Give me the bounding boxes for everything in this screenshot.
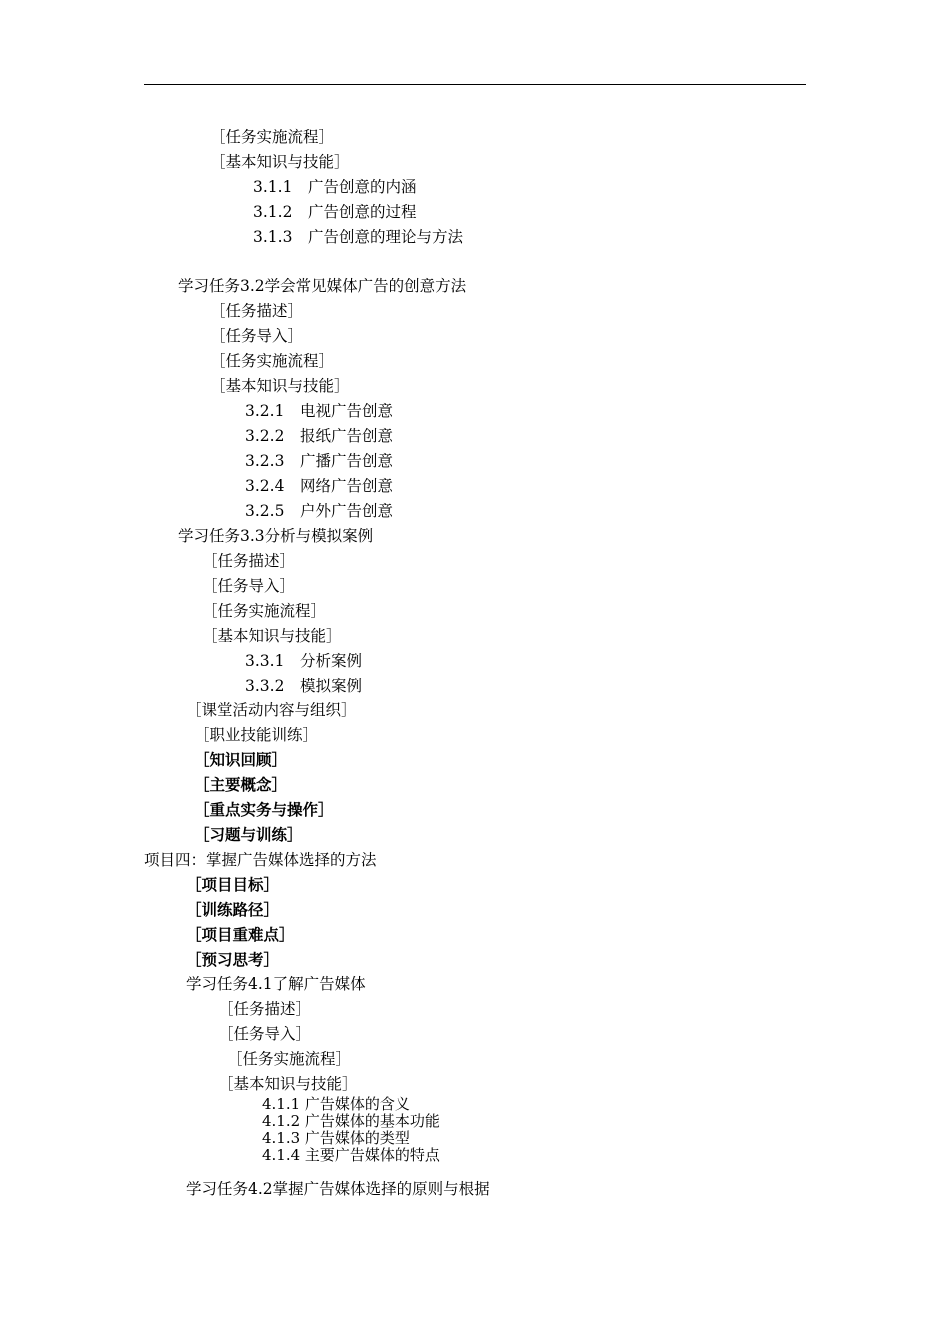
toc-line: 学习任务3.3分析与模拟案例 [178,527,374,545]
toc-line: ［主要概念］ [194,775,288,794]
toc-line: ［项目重难点］ [186,925,295,944]
toc-line: ［任务实施流程］ [210,352,335,370]
toc-line: ［职业技能训练］ [194,726,319,744]
toc-line: ［任务导入］ [210,327,304,345]
toc-line: 学习任务4.1了解广告媒体 [186,975,366,993]
toc-line: ［重点实务与操作］ [194,800,334,819]
toc-line: 3.2.5 户外广告创意 [245,502,393,520]
toc-line: 项目四：掌握广告媒体选择的方法 [144,851,377,869]
toc-line: ［任务实施流程］ [210,128,335,146]
toc-line: ［基本知识与技能］ [210,377,350,395]
toc-line: ［习题与训练］ [194,825,303,844]
toc-line: 3.2.3 广播广告创意 [245,452,393,470]
toc-line: ［知识回顾］ [194,750,288,769]
toc-line: 4.1.1 广告媒体的含义 [262,1095,410,1113]
toc-line: ［预习思考］ [186,950,280,969]
toc-line: 3.1.1 广告创意的内涵 [253,178,417,196]
toc-line: ［任务实施流程］ [202,602,327,620]
toc-line: 3.2.2 报纸广告创意 [245,427,393,445]
toc-line: 学习任务3.2学会常见媒体广告的创意方法 [178,277,467,295]
toc-line: 3.2.4 网络广告创意 [245,477,393,495]
toc-line: ［基本知识与技能］ [210,153,350,171]
toc-line: ［基本知识与技能］ [202,627,342,645]
toc-line: 4.1.2 广告媒体的基本功能 [262,1112,440,1130]
toc-line: 4.1.4 主要广告媒体的特点 [262,1146,440,1164]
toc-line: ［任务导入］ [202,577,296,595]
toc-line: ［任务描述］ [218,1000,312,1018]
toc-line: ［项目目标］ [186,875,280,894]
toc-line: 3.3.2 模拟案例 [245,677,362,695]
toc-line: 3.1.3 广告创意的理论与方法 [253,228,463,246]
toc-line: ［训练路径］ [186,900,280,919]
toc-line: ［任务实施流程］ [227,1050,352,1068]
header-rule [144,84,806,85]
toc-line: ［基本知识与技能］ [218,1075,358,1093]
toc-line: 4.1.3 广告媒体的类型 [262,1129,410,1147]
toc-line: ［任务描述］ [202,552,296,570]
toc-line: ［任务描述］ [210,302,304,320]
toc-line: 3.3.1 分析案例 [245,652,362,670]
toc-line: ［任务导入］ [218,1025,312,1043]
toc-line: 学习任务4.2掌握广告媒体选择的原则与根据 [186,1180,490,1198]
toc-line: ［课堂活动内容与组织］ [186,701,357,719]
toc-line: 3.1.2 广告创意的过程 [253,203,417,221]
toc-line: 3.2.1 电视广告创意 [245,402,393,420]
